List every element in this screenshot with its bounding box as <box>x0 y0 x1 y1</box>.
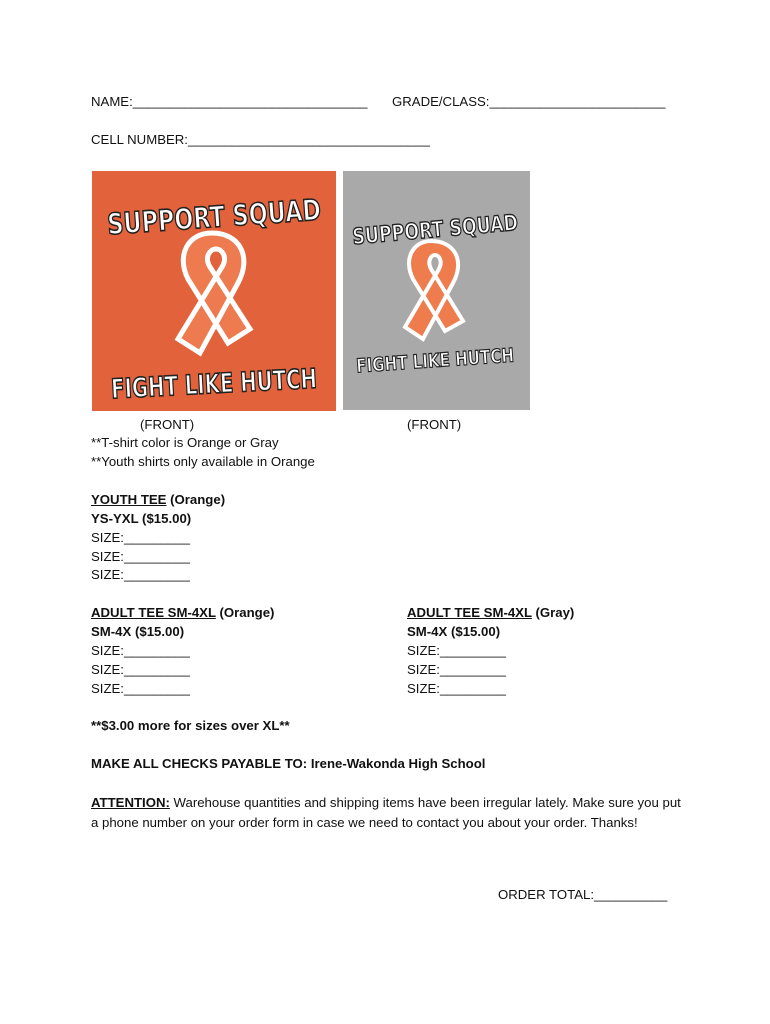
order-total-field[interactable]: ORDER TOTAL:__________ <box>498 887 668 902</box>
attention-label: ATTENTION: <box>91 795 170 810</box>
front-caption-left: (FRONT) <box>140 417 195 432</box>
extra-cost-note: **$3.00 more for sizes over XL** <box>91 718 290 733</box>
shirt-text-bottom: FIGHT LIKE HUTCH <box>355 341 556 378</box>
cell-number-field[interactable]: CELL NUMBER:_________________________________ <box>91 132 431 147</box>
orange-shirt-image <box>92 171 395 411</box>
youth-size-field-2[interactable]: SIZE:_________ <box>91 549 190 564</box>
adult-gray-price: SM-4X ($15.00) <box>407 624 501 639</box>
youth-tee-title: YOUTH TEE <box>91 492 167 507</box>
shirt-text-top: SUPPORT SQUAD <box>351 206 564 251</box>
checks-payable-note: MAKE ALL CHECKS PAYABLE TO: Irene-Wakonda High School <box>91 756 486 771</box>
youth-tee-heading <box>91 492 225 507</box>
adult-gray-size-field-2[interactable]: SIZE:_________ <box>407 662 506 677</box>
adult-orange-size-field-1[interactable]: SIZE:_________ <box>91 643 190 658</box>
youth-tee-price: YS-YXL ($15.00) <box>91 511 192 526</box>
youth-size-field-1[interactable]: SIZE:_________ <box>91 530 190 545</box>
adult-gray-title: ADULT TEE SM-4XL <box>407 605 532 620</box>
youth-size-field-3[interactable]: SIZE:_________ <box>91 567 190 582</box>
grade-class-field[interactable]: GRADE/CLASS:________________________ <box>392 94 666 109</box>
name-field[interactable]: NAME:________________________________ <box>91 94 368 109</box>
adult-orange-size-field-3[interactable]: SIZE:_________ <box>91 681 190 696</box>
youth-tee-color: (Orange) <box>166 492 226 507</box>
adult-orange-size-field-2[interactable]: SIZE:_________ <box>91 662 190 677</box>
front-caption-right: (FRONT) <box>407 417 462 432</box>
adult-gray-color: (Gray) <box>531 605 575 620</box>
adult-orange-heading <box>91 605 274 620</box>
adult-orange-price: SM-4X ($15.00) <box>91 624 185 639</box>
shirt-text-bottom: FIGHT LIKE HUTCH <box>110 359 395 406</box>
youth-note: **Youth shirts only available in Orange <box>91 454 315 469</box>
adult-gray-size-field-1[interactable]: SIZE:_________ <box>407 643 506 658</box>
color-note: **T-shirt color is Orange or Gray <box>91 435 279 450</box>
gray-shirt-image <box>343 171 564 410</box>
adult-orange-title: ADULT TEE SM-4XL <box>91 605 216 620</box>
shirt-text-top: SUPPORT SQUAD <box>106 188 386 242</box>
adult-gray-size-field-3[interactable]: SIZE:_________ <box>407 681 506 696</box>
adult-gray-heading <box>407 605 574 620</box>
adult-orange-color: (Orange) <box>215 605 275 620</box>
attention-text: Warehouse quantities and shipping items have been irregular lately. Make sure you put a phone number on your order form in case we need to contact you about your order. Thanks! <box>91 795 681 830</box>
attention-paragraph <box>91 793 681 833</box>
